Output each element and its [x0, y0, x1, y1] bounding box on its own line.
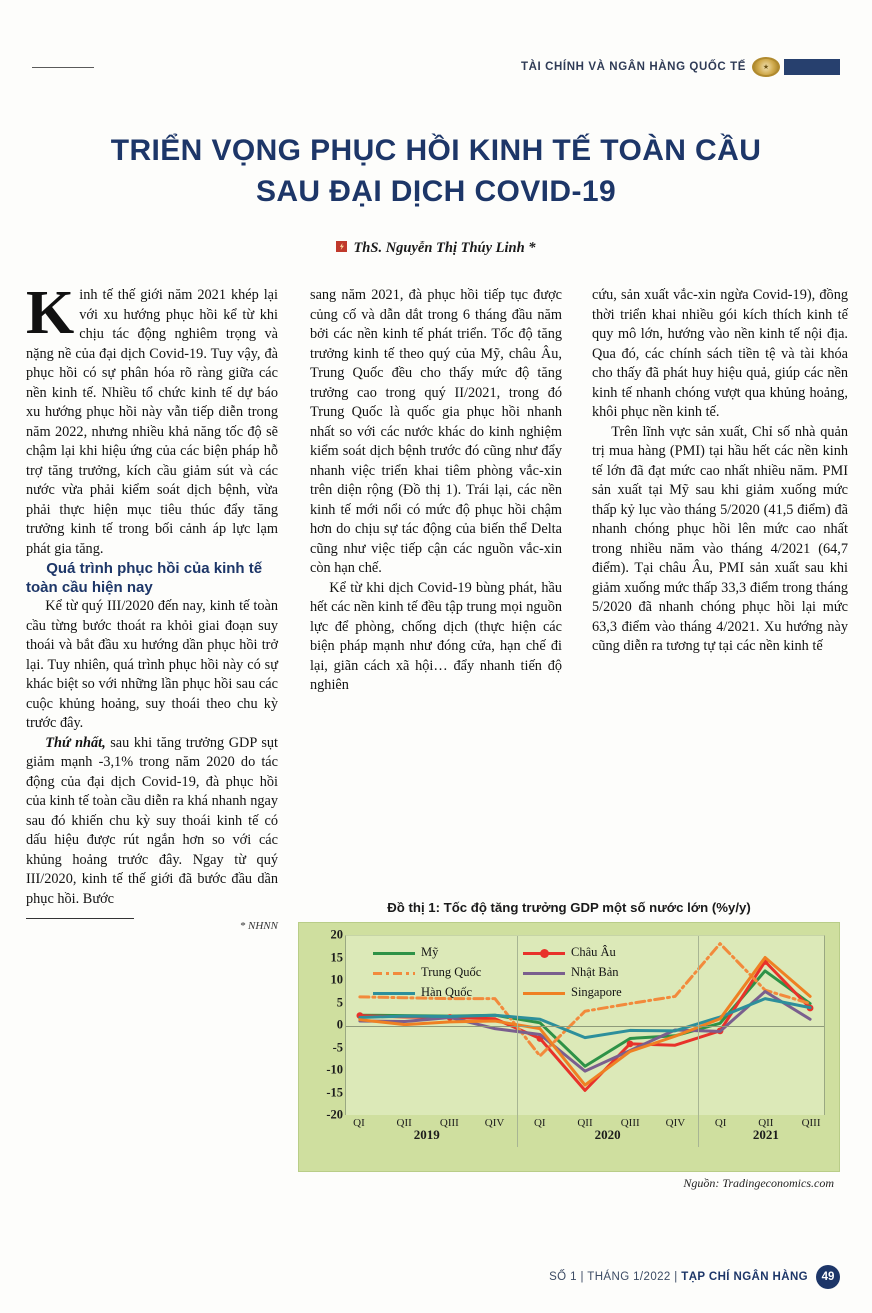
figure-title: Đồ thị 1: Tốc độ tăng trưởng GDP một số nước lớn (%y/y): [387, 900, 751, 915]
chart-vertical-gridline: [698, 936, 699, 1115]
legend-item-Nhật Bản: [523, 965, 683, 980]
paragraph-right-1: cứu, sản xuất vắc-xin ngừa Covid-19), đồng thời triển khai nhiều gói kích thích kinh tế quy mô lớn, hướng vào nền kinh tế nội địa. Qua đó, các chính sách tiền tệ và tài khóa cho thấy đã phát huy hiệu quả, giúp các nền kinh tế nhanh chóng vượt qua khủng hoảng, khôi phục nền kinh tế.: [592, 287, 848, 420]
legend-swatch-icon: [373, 987, 415, 999]
masthead-rule: [32, 67, 94, 68]
chart-y-tick: -10: [326, 1062, 343, 1077]
legend-label: Mỹ: [421, 945, 439, 959]
legend-swatch-icon: [373, 967, 415, 979]
paragraph-middle-2: Kể từ khi dịch Covid-19 bùng phát, hầu hết các nền kinh tế đều tập trung mọi nguồn lực để phòng, chống dịch (thực hiện các biện pháp mạnh như đóng cửa, hạn chế đi lại, giãn cách xã hội… đẩy nhanh tiến độ nghiên: [310, 579, 562, 693]
paragraph-left-2: Kể từ quý III/2020 đến nay, kinh tế toàn cầu từng bước thoát ra khỏi giai đoạn suy thoái và bắt đầu xu hướng dần phục hồi trở lại. Tuy nhiên, quá trình phục hồi này có sự khác biệt so với những lần phục hồi sau các cuộc khủng hoảng, suy thoái theo chu kỳ trước đây.: [26, 598, 278, 732]
gold-seal-icon: ★: [752, 57, 780, 77]
chart-x-tick: QIII: [620, 1117, 640, 1129]
chart-x-axis: [345, 1117, 825, 1147]
chart-y-tick: -15: [326, 1085, 343, 1099]
chart-x-tick: QIV: [665, 1117, 686, 1129]
chart-y-tick: 0: [336, 1017, 343, 1032]
chart-x-tick: QIV: [484, 1117, 505, 1129]
chart-zero-line: [346, 1026, 824, 1027]
section-title: TÀI CHÍNH VÀ NGÂN HÀNG QUỐC TẾ: [521, 61, 746, 73]
legend-item-Hàn Quốc: [373, 985, 523, 1000]
article-title-line-1: TRIỂN VỌNG PHỤC HỒI KINH TẾ TOÀN CẦU: [110, 134, 762, 167]
page-title: [60, 130, 812, 213]
chart-y-axis: [305, 927, 343, 1122]
masthead-navy-bar: [784, 59, 840, 75]
column-left: [26, 279, 279, 934]
paragraph-left-1-text: inh tế thế giới năm 2021 khép lại với xu hướng phục hồi kể từ khi chịu tác động nghiêm trọng và nặng nề của đại dịch Covid-19. Tuy vậy, đà phục hồi có sự phân hóa rõ ràng giữa các nền kinh tế. Nhiều tổ chức kinh tế dự báo xu hướng phục hồi này vẫn tiếp diễn trong năm 2022, nhưng nhiều khả năng tốc độ sẽ chậm lại khi hiệu ứng của các biện pháp hỗ trợ tăng trưởng, kích cầu giảm sút và các nước vừa phải kiểm soát dịch bệnh, vừa phải thực hiện mục tiêu thúc đẩy tăng trưởng kinh tế trong bối cảnh áp lực lạm phát gia tăng.: [26, 287, 278, 557]
paragraph-left-3-text: sau khi tăng trưởng GDP sụt giảm mạnh -3,1% trong năm 2020 do tác động của đại dịch Covid-19, đà phục hồi của kinh tế toàn cầu diễn ra khá nhanh ngay sau đó khiến chu kỳ suy thoái kinh tế có dấu hiệu được rút ngắn hơn so với các khủng hoảng trước đây. Ngay từ quý III/2020, kinh tế thế giới đã bước đầu dần phục hồi. Bước: [26, 734, 279, 907]
chart-line-Nhật Bản: [360, 991, 810, 1071]
byline-author: ThS. Nguyễn Thị Thúy Linh *: [353, 240, 536, 256]
figure-source: Nguồn: Tradingeconomics.com: [683, 1176, 834, 1190]
page-footer: [32, 1265, 840, 1289]
paragraph-right-2: Trên lĩnh vực sản xuất, Chỉ số nhà quản trị mua hàng (PMI) tại hầu hết các nền kinh tế lớn đã đạt mức cao nhất nhiều năm. PMI sản xuất tại Mỹ sau khi giảm xuống mức thấp kỷ lục vào tháng 5/2020 (41,5 điểm) đã nhanh chóng phục hồi lên mức cao nhất trong nhiều năm vào tháng 4/2021 (64,7 điểm). Tại châu Âu, PMI sản xuất sau khi giảm xuống mức thấp 33,3 điểm trong tháng 5/2020 đã nhanh chóng phục hồi lại mức 63,3 điểm vào tháng 4/2021. Xu hướng này cũng diễn ra tương tự tại các nền kinh tế: [592, 423, 848, 654]
chart-y-tick: 15: [330, 950, 343, 964]
chart-y-tick: -5: [332, 1040, 343, 1054]
column-right: [592, 286, 848, 657]
column-middle: [310, 286, 562, 696]
legend-swatch-icon: [523, 987, 565, 999]
red-square-icon: [336, 241, 347, 252]
legend-item-Singapore: [523, 985, 683, 1000]
chart-y-tick: 10: [330, 972, 343, 987]
chart-x-tick: QII: [758, 1117, 774, 1129]
legend-label: Châu Âu: [571, 945, 616, 959]
chart-x-tick: QI: [714, 1117, 727, 1129]
article-title-line-2: SAU ĐẠI DỊCH COVID-19: [255, 175, 617, 209]
chart-legend: [373, 945, 683, 1000]
paragraph-left-3-lead: Thứ nhất,: [45, 734, 106, 751]
chart-year-label: 2021: [752, 1127, 779, 1142]
chart-y-tick: -20: [326, 1107, 343, 1122]
chart-y-tick: 5: [336, 995, 343, 1009]
legend-item-Châu Âu: [523, 945, 683, 960]
byline: [60, 240, 812, 257]
chart-x-tick: QI: [353, 1117, 365, 1129]
chart-x-tick: QI: [533, 1117, 546, 1129]
page-number-badge: 49: [816, 1265, 840, 1289]
masthead: [32, 52, 840, 82]
legend-marker-icon: [540, 949, 549, 958]
legend-swatch-icon: [523, 947, 565, 959]
legend-item-Mỹ: [373, 945, 523, 960]
section-subhead-left: Quá trình phục hồi của kinh tế toàn cầu hiện nay: [26, 560, 263, 597]
chart-marker: [627, 1041, 634, 1048]
chart-x-tick: QIII: [439, 1117, 459, 1129]
chart-y-tick: 20: [330, 927, 343, 942]
drop-cap: K: [26, 279, 75, 347]
footer-journal-name: TẠP CHÍ NGÂN HÀNG: [681, 1271, 808, 1283]
chart-year-separator: [698, 1093, 699, 1147]
legend-label: Hàn Quốc: [421, 985, 473, 999]
footnote-text: * NHNN: [239, 920, 278, 933]
paragraph-middle-1: sang năm 2021, đà phục hồi tiếp tục được củng cố và dẫn dắt trong 6 tháng đầu năm bởi các nền kinh tế phát triển. Tốc độ tăng trưởng kinh tế theo quý của Mỹ, châu Âu, Trung Quốc đều cho thấy mức độ tăng trưởng cao trong quý II/2021, trong đó Trung Quốc là quốc gia phục hồi nhanh nhất so với các nước khác do kinh nghiệm kiểm soát dịch bệnh trước đó cũng như đẩy nhanh việc triển khai tiêm phòng vắc-xin trên diện rộng (Đồ thị 1). Trái lại, các nền kinh tế mới nổi có mức độ phục hồi chậm hơn do chịu sự tác động của biến thể Delta cũng như việc tiếp cận các nguồn vắc-xin còn hạn chế.: [310, 287, 562, 576]
chart-container: [298, 922, 840, 1172]
figure-gdp-growth: [298, 900, 840, 1191]
footer-issue-text: SỐ 1 | THÁNG 1/2022 |: [549, 1271, 682, 1283]
legend-item-Trung Quốc: [373, 965, 523, 980]
chart-year-label: 2019: [413, 1127, 440, 1142]
paragraph-left-3: [26, 734, 278, 910]
chart-x-tick: QIII: [801, 1117, 821, 1129]
legend-label: Nhật Bản: [571, 965, 619, 979]
paragraph-left-1: [26, 279, 278, 559]
legend-label: Singapore: [571, 985, 622, 999]
legend-swatch-icon: [373, 947, 415, 959]
chart-x-tick: QII: [396, 1117, 412, 1129]
chart-year-label: 2020: [594, 1127, 621, 1142]
legend-swatch-icon: [523, 967, 565, 979]
chart-year-separator: [517, 1093, 518, 1147]
legend-label: Trung Quốc: [421, 965, 482, 979]
footer-issue: [549, 1271, 808, 1283]
chart-x-tick: QII: [577, 1117, 593, 1129]
